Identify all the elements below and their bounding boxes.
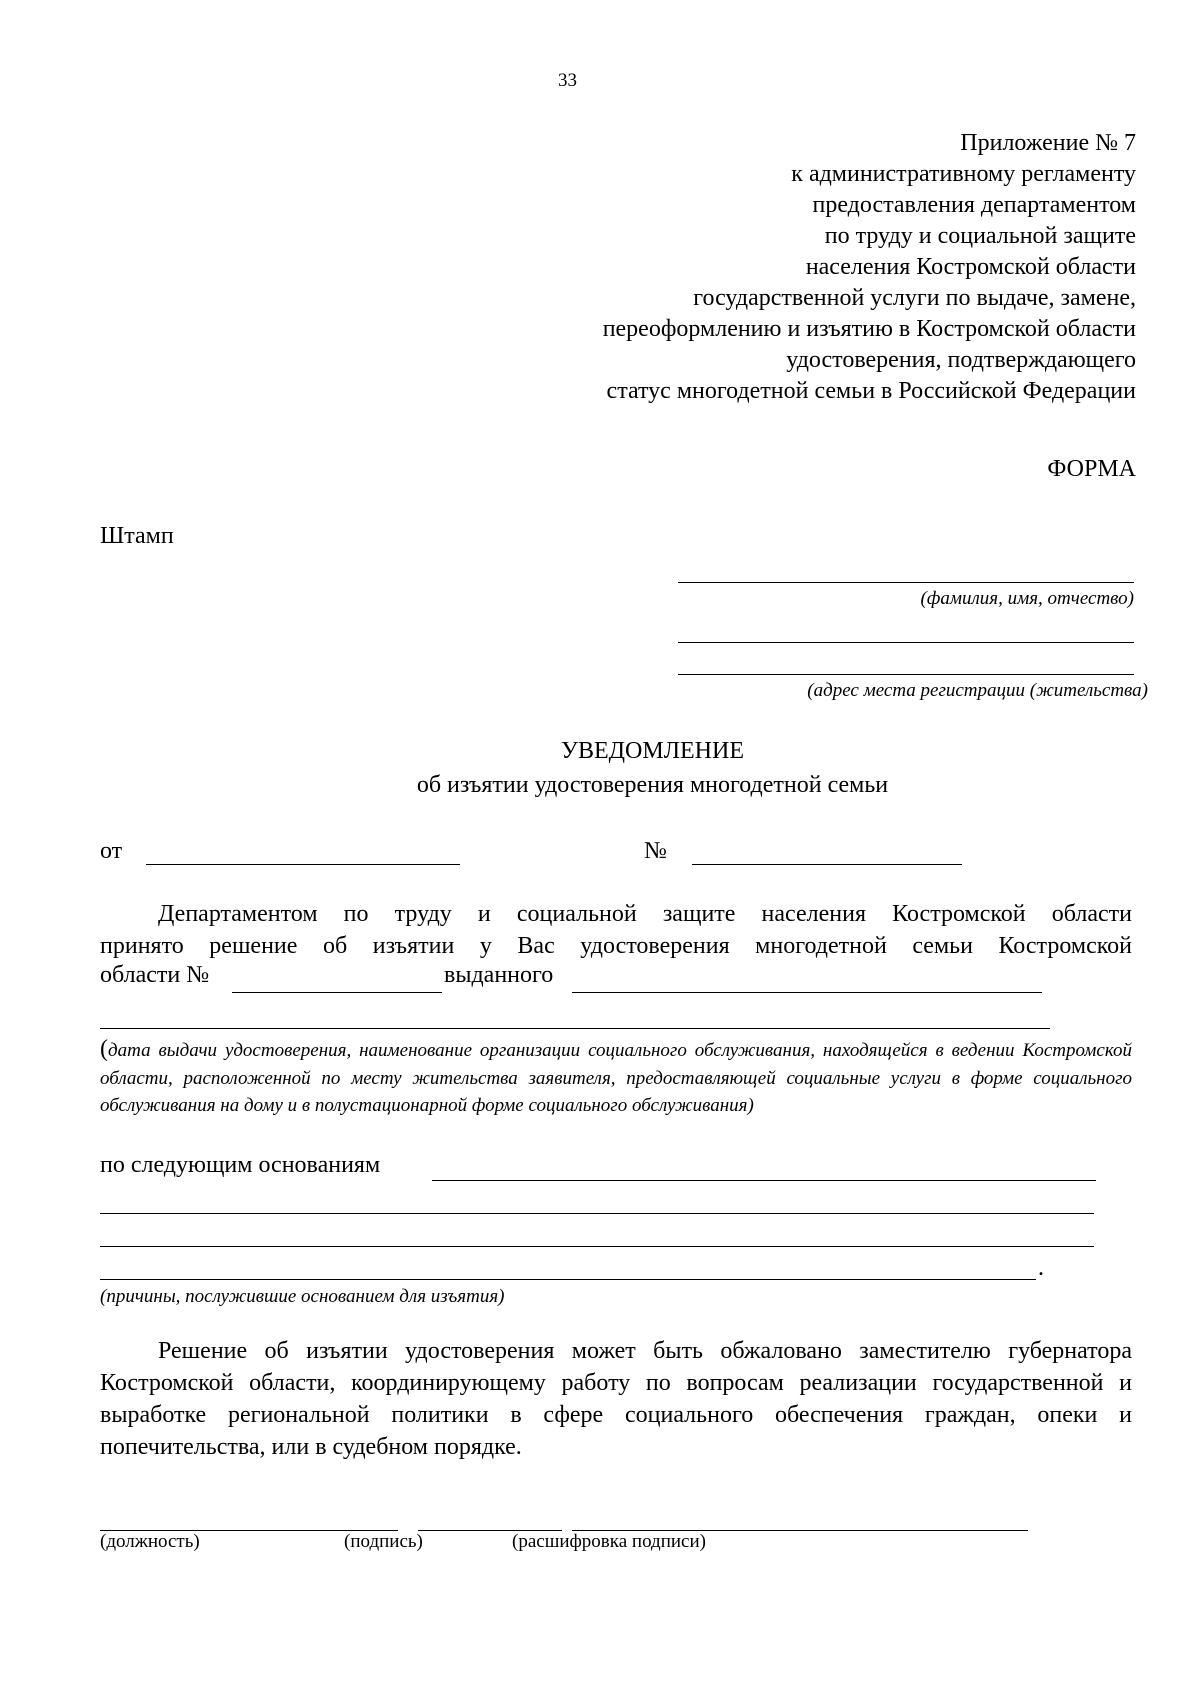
stamp-label: Штамп: [100, 523, 174, 549]
grounds-label: по следующим основаниям: [100, 1152, 381, 1178]
header-line: статус многодетной семьи в Российской Федерации: [606, 378, 1136, 404]
grounds-line-1[interactable]: [432, 1180, 1096, 1181]
grounds-line-4[interactable]: [100, 1279, 1036, 1280]
certificate-number-line[interactable]: [232, 992, 442, 993]
recipient-name-line[interactable]: [678, 582, 1134, 583]
number-field-line[interactable]: [692, 864, 962, 865]
header-line: удостоверения, подтверждающего: [786, 347, 1136, 373]
header-line: по труду и социальной защите: [824, 223, 1136, 249]
caption-text: дата выдачи удостоверения, наименование организации социального обслуживания, находящейся в ведении Костромской области, расположенной по месту жительства заявителя, предоставляющей социальные услуги в форме социального обслуживания на дому и в полустационарной форме социального обслуживания): [100, 1040, 1132, 1116]
recipient-address-line-1[interactable]: [678, 642, 1134, 643]
appeal-paragraph: [100, 1335, 1132, 1463]
issued-by-line-1[interactable]: [572, 992, 1042, 993]
number-label: №: [644, 838, 667, 864]
form-label: ФОРМА: [1047, 456, 1136, 482]
document-subtitle: об изъятии удостоверения многодетной семьи: [416, 772, 889, 798]
page-number: 33: [558, 70, 577, 91]
header-line: переоформлению и изъятию в Костромской области: [602, 316, 1136, 342]
certificate-number-label: области №: [100, 962, 210, 988]
signature-caption: (подпись): [344, 1531, 423, 1552]
recipient-name-caption: (фамилия, имя, отчество): [920, 588, 1134, 609]
paragraph-line: Департаментом по труду и социальной защите населения Костромской области: [158, 901, 1132, 927]
issued-by-line-2[interactable]: [100, 1028, 1050, 1029]
grounds-line-3[interactable]: [100, 1246, 1094, 1247]
paragraph-line: принято решение об изъятии у Вас удостоверения многодетной семьи Костромской: [100, 933, 1132, 959]
position-caption: (должность): [100, 1531, 200, 1552]
header-line: Приложение № 7: [960, 130, 1136, 156]
grounds-caption: (причины, послужившие основанием для изъятия): [100, 1286, 505, 1307]
document-title: УВЕДОМЛЕНИЕ: [561, 738, 744, 764]
recipient-address-line-2[interactable]: [678, 674, 1134, 675]
header-line: государственной услуги по выдаче, замене,: [693, 285, 1136, 311]
header-line: предоставления департаментом: [812, 192, 1136, 218]
issue-details-caption: [100, 1036, 1132, 1120]
issued-by-label: выданного: [444, 962, 554, 988]
recipient-address-caption: (адрес места регистрации (жительства): [807, 680, 1148, 701]
appendix-header: [436, 128, 1136, 407]
header-line: населения Костромской области: [805, 254, 1136, 280]
signature-decoding-caption: (расшифровка подписи): [512, 1531, 706, 1552]
date-label: от: [100, 838, 123, 864]
caption-open-paren: (: [100, 1036, 108, 1062]
decision-paragraph: [100, 898, 1132, 962]
grounds-end-dot: .: [1038, 1255, 1044, 1281]
appeal-text: Решение об изъятии удостоверения может быть обжаловано заместителю губернатора Костромской области, координирующему работу по вопросам реализации государственной и выработке региональной политики в сфере социального обеспечения граждан, опеки и попечительства, или в судебном порядке.: [100, 1338, 1132, 1460]
grounds-line-2[interactable]: [100, 1213, 1094, 1214]
header-line: к административному регламенту: [791, 161, 1136, 187]
date-field-line[interactable]: [146, 864, 460, 865]
